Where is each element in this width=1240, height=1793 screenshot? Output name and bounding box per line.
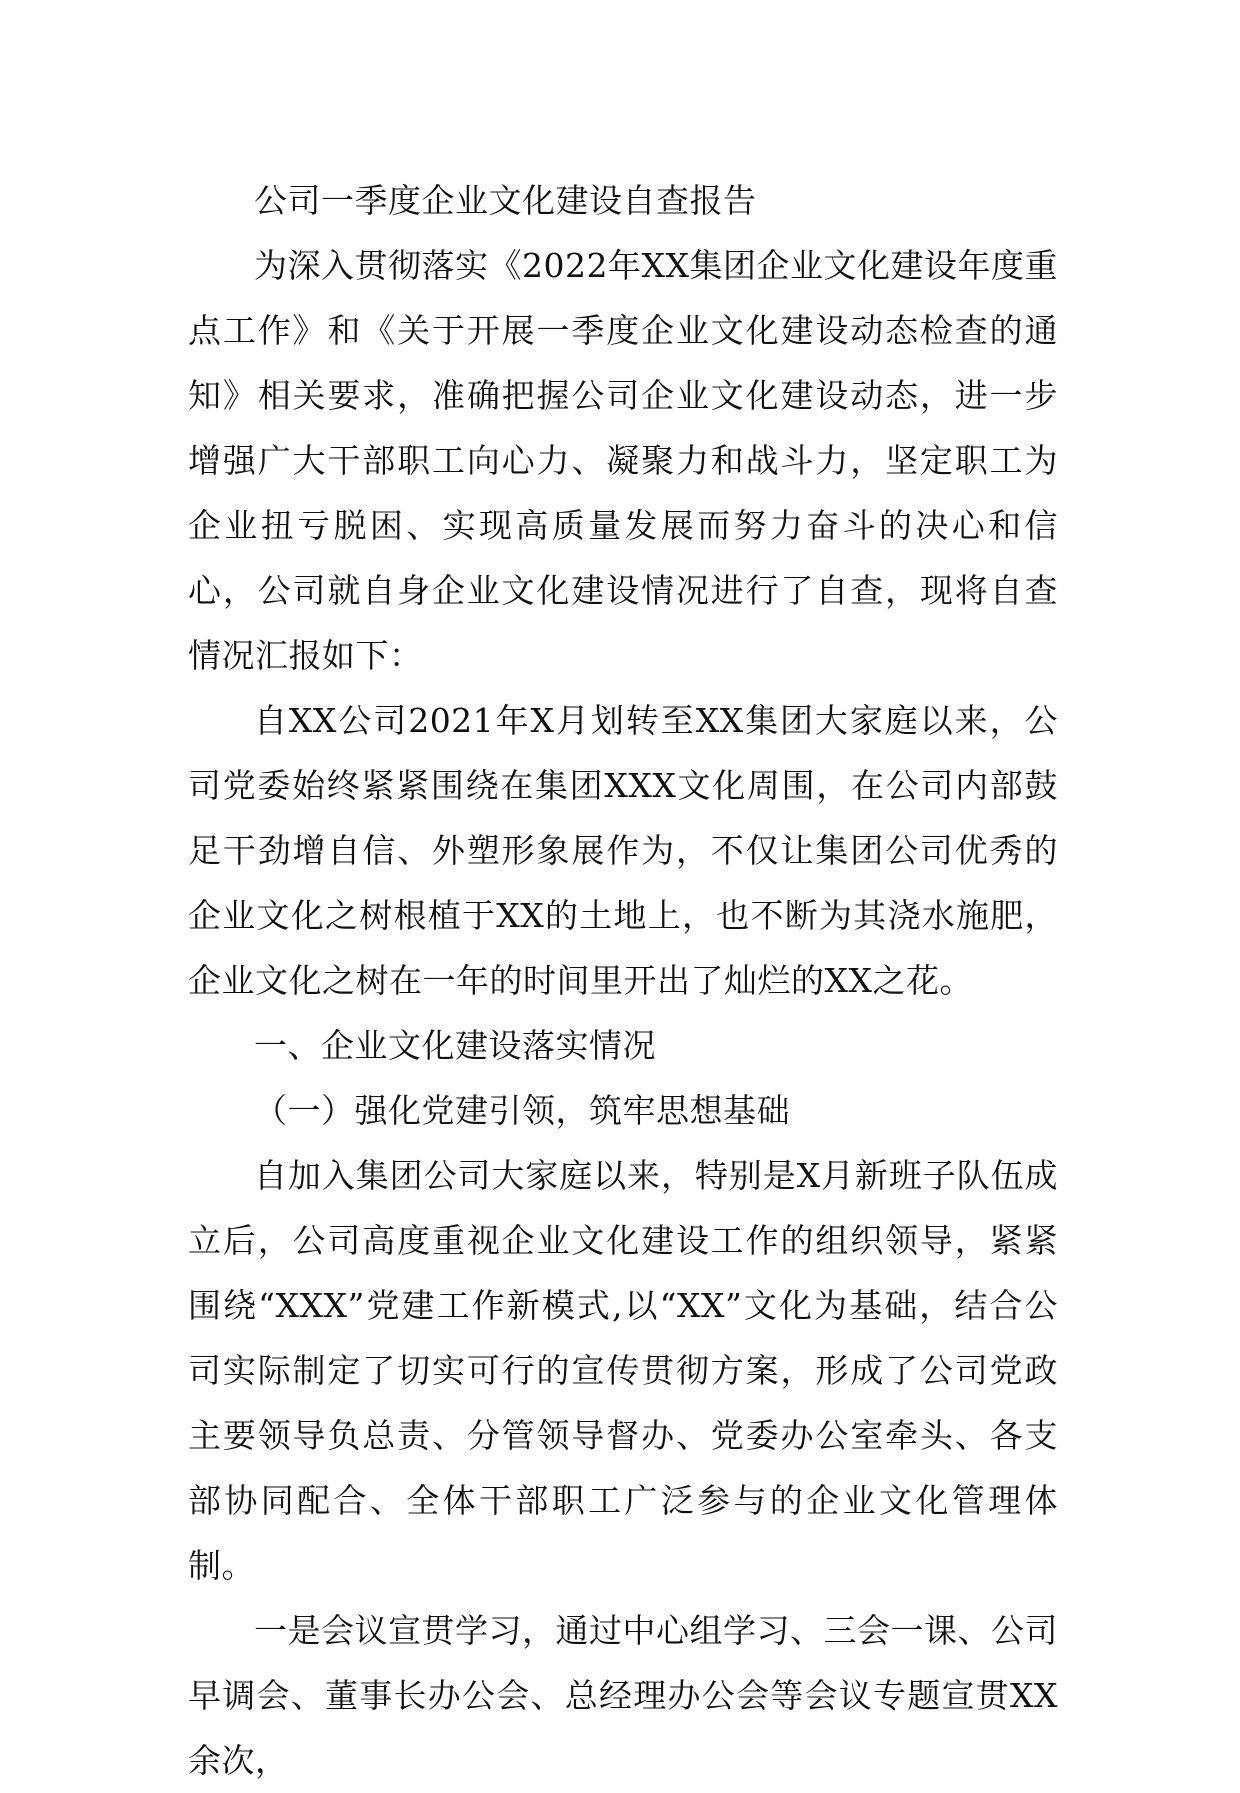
document-title: 公司一季度企业文化建设自查报告 — [254, 181, 757, 220]
paragraph-organization: 自加入集团公司大家庭以来，特别是X月新班子队伍成立后，公司高度重视企业文化建设工作的组织领导，紧紧围绕“XXX”党建工作新模式,以“XX”文化为基础，结合公司实际制定了切实可行的宣传贯彻方案，形成了公司党政主要领导负总责、分管领导督办、党委办公室牵头、各支部协同配合、全体干部职工广泛参与的企业文化管理体制。 — [188, 1156, 1058, 1585]
paragraph-meetings: 一是会议宣贯学习，通过中心组学习、三会一课、公司早调会、董事长办公会、总经理办公会等会议专题宣贯XX余次， — [188, 1611, 1058, 1780]
paragraph-intro: 为深入贯彻落实《2022年XX集团企业文化建设年度重点工作》和《关于开展一季度企业文化建设动态检查的通知》相关要求，准确把握公司企业文化建设动态，进一步增强广大干部职工向心力、凝聚力和战斗力，坚定职工为企业扭亏脱困、实现高质量发展而努力奋斗的决心和信心，公司就自身企业文化建设情况进行了自查，现将自查情况汇报如下： — [188, 246, 1058, 675]
section-heading-1: 一、企业文化建设落实情况 — [254, 1026, 656, 1065]
document-body — [188, 168, 1058, 1793]
paragraph-background: 自XX公司2021年X月划转至XX集团大家庭以来，公司党委始终紧紧围绕在集团XXX文化周围，在公司内部鼓足干劲增自信、外塑形象展作为，不仅让集团公司优秀的企业文化之树根植于XX的土地上，也不断为其浇水施肥，企业文化之树在一年的时间里开出了灿烂的XX之花。 — [188, 701, 1058, 1000]
subsection-heading-1: （一）强化党建引领，筑牢思想基础 — [254, 1091, 790, 1130]
